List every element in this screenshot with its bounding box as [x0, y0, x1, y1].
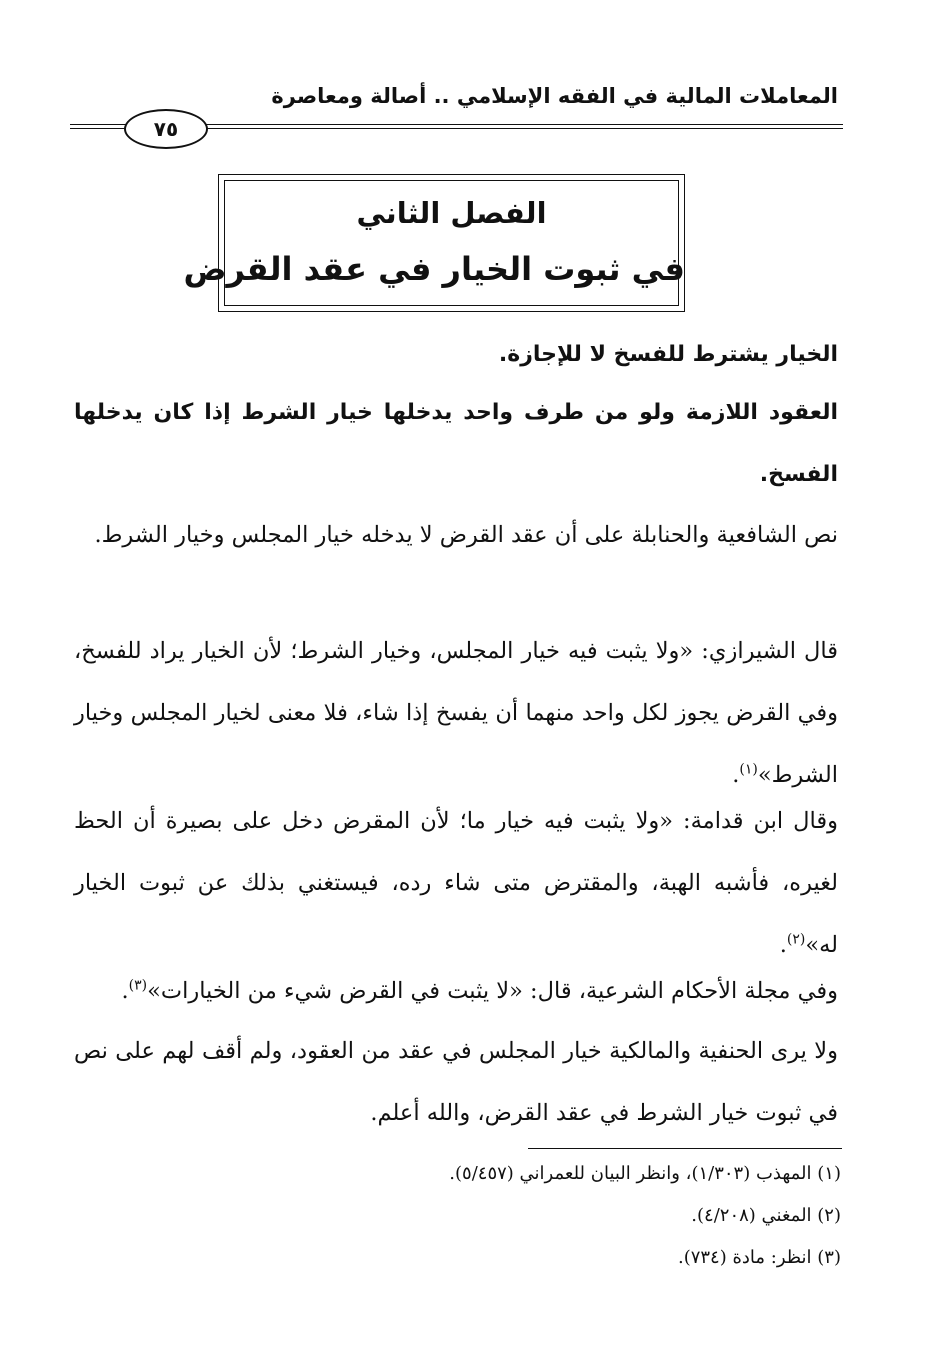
body-paragraph-3: نص الشافعية والحنابلة على أن عقد القرض لا يدخله خيار المجلس وخيار الشرط.	[94, 522, 838, 548]
body-paragraph-6	[74, 960, 838, 1022]
body-paragraph-7: ولا يرى الحنفية والمالكية خيار المجلس في عقد من العقود، ولم أقف لهم على نص في ثبوت خيار الشرط في عقد القرض، والله أعلم.	[74, 1038, 838, 1126]
body-paragraph-5	[74, 790, 838, 976]
footnote-separator	[528, 1148, 842, 1149]
rule-paragraph-2: العقود اللازمة ولو من طرف واحد يدخلها خيار الشرط إذا كان يدخلها الفسخ.	[74, 400, 838, 487]
footnote-1: (١) المهذب (١/٣٠٣)، وانظر البيان للعمراني (٥/٤٥٧).	[449, 1163, 841, 1184]
footnote-ref-2[interactable]: (٢)	[786, 931, 806, 948]
end-mark: .	[732, 762, 740, 788]
body-paragraph-4	[74, 620, 838, 806]
quote-text-majalla: وفي مجلة الأحكام الشرعية، قال: «لا يثبت في القرض شيء من الخيارات»	[147, 978, 838, 1004]
footnote-2: (٢) المغني (٤/٢٠٨).	[691, 1205, 841, 1226]
footnote-3: (٣) انظر: مادة (٧٣٤).	[677, 1247, 841, 1268]
chapter-heading: الفصل الثاني	[356, 196, 547, 230]
quote-text-shirazi: قال الشيرازي: «ولا يثبت فيه خيار المجلس، وخيار الشرط؛ لأن الخيار يراد للفسخ، وفي القرض يجوز لكل واحد منهما أن يفسخ إذا شاء، فلا معنى لخيار المجلس وخيار الشرط»	[74, 638, 838, 788]
rule-paragraph-1: الخيار يشترط للفسخ لا للإجازة.	[498, 342, 838, 367]
running-header-title: المعاملات المالية في الفقه الإسلامي .. أصالة ومعاصرة	[271, 84, 838, 108]
footnote-ref-1[interactable]: (١)	[739, 761, 758, 778]
chapter-subheading: في ثبوت الخيار في عقد القرض	[183, 250, 685, 288]
end-mark: .	[779, 932, 787, 958]
quote-text-ibn-qudama: وقال ابن قدامة: «ولا يثبت فيه خيار ما؛ لأن المقرض دخل على بصيرة أن الحظ لغيره، فأشبه الهبة، والمقترض متى شاء رده، فيستغني بذلك عن ثبوت الخيار له»	[74, 808, 838, 958]
page-number-badge	[124, 109, 208, 149]
page-number: ٧٥	[153, 117, 179, 141]
end-mark: .	[121, 978, 129, 1004]
footnote-ref-3[interactable]: (٣)	[128, 977, 148, 994]
